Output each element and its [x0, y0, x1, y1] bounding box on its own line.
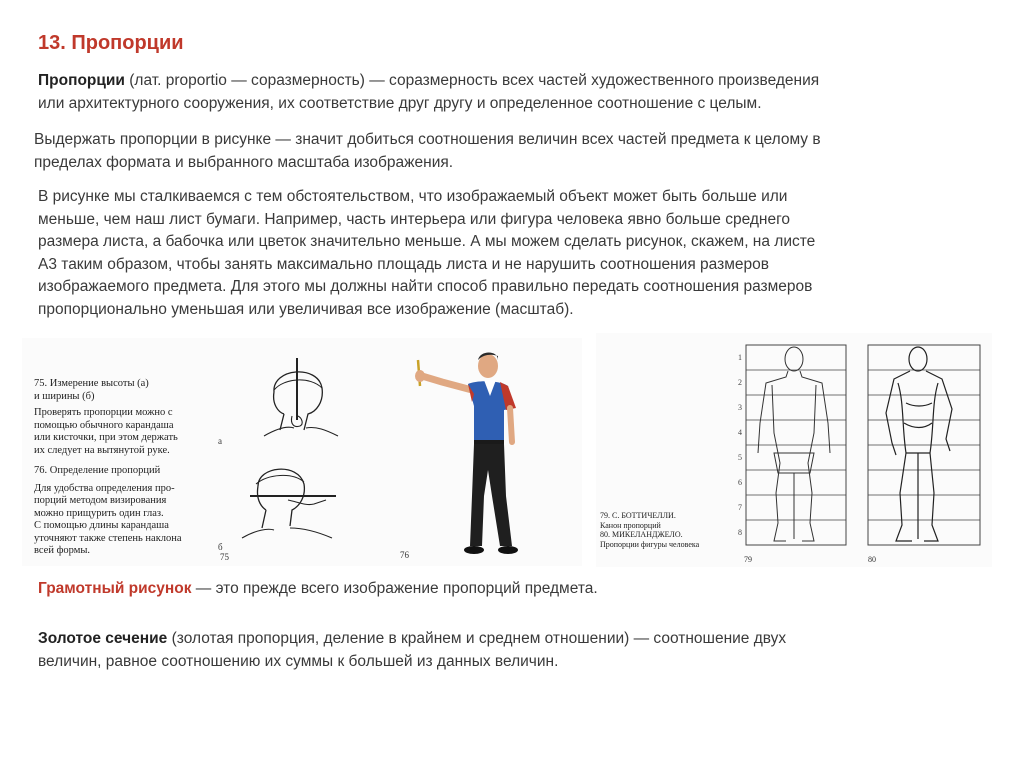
man-with-pencil-illustration	[402, 346, 552, 562]
golden-ratio-text-2: величин, равное соотношению их суммы к большей из данных величин.	[38, 652, 559, 670]
scale-line-4: А3 таким образом, чтобы занять максимально площадь листа и не нарушить соотношения размеров	[38, 255, 769, 273]
literate-drawing-text: — это прежде всего изображение пропорций предмета.	[191, 580, 598, 597]
head-sketch-b	[228, 456, 358, 540]
scale-line-1: В рисунке мы сталкиваемся с тем обстоятельством, что изображаемый объект может быть больше или	[38, 188, 788, 205]
slide-title: 13. Пропорции	[38, 32, 184, 54]
label-a: а	[218, 436, 222, 446]
canon-caption: 79. С. БОТТИЧЕЛЛИ. Канон пропорций 80. МИКЕЛАНДЖЕЛО. Пропорции фигуры человека	[600, 511, 700, 549]
measuring-figure	[22, 338, 582, 566]
head-sketch-a	[244, 354, 354, 438]
proportion-line-1: Выдержать пропорции в рисунке — значит добиться соотношения величин всех частей предмета к целому в	[34, 131, 821, 148]
label-b: б	[218, 542, 223, 552]
proportion-paragraph	[34, 129, 1014, 174]
figure-number-75: 75	[220, 552, 229, 562]
canon-scale-numbers: 1 2 3 4 5 6 7 8	[738, 353, 742, 537]
michelangelo-canon-grid	[862, 343, 986, 551]
caption-75: 75. Измерение высоты (а) и ширины (б) Проверять пропорции можно с помощью обычного карандаша или кисточки, при этом держать их следует на вытянутой руке. 76. Определение пропорций Для удобства определения про- порций методом визирования можно прищурить один глаз. С помощью длины карандаша уточняют также степень наклона всей формы.	[34, 378, 182, 556]
scale-line-5: изображаемого предмета. Для этого мы должны найти способ правильно передать соотношения размеров	[38, 278, 813, 295]
definition-paragraph	[38, 70, 998, 115]
golden-ratio-text-1: (золотая пропорция, деление в крайнем и среднем отношении) — соотношение двух	[167, 630, 787, 647]
scale-paragraph	[38, 186, 998, 321]
figure-number-76: 76	[400, 550, 409, 560]
proportion-line-2: пределах формата и выбранного масштаба изображения.	[34, 153, 454, 171]
literate-drawing-paragraph	[38, 578, 998, 601]
term-literate-drawing: Грамотный рисунок	[38, 580, 192, 597]
figure-number-79: 79	[744, 555, 752, 564]
term-proportions: Пропорции	[38, 72, 125, 89]
scale-line-2: меньше, чем наш лист бумаги. Например, часть интерьера или фигура человека явно больше среднего	[38, 210, 791, 228]
golden-ratio-paragraph	[38, 628, 998, 673]
definition-text-1: (лат. proportio — соразмерность) — соразмерность всех частей художественного произведения	[124, 72, 820, 89]
scale-line-6: пропорционально уменьшая или увеличивая все изображение (масштаб).	[38, 300, 574, 318]
term-golden-ratio: Золотое сечение	[38, 630, 168, 647]
proportion-canons-figure	[596, 333, 992, 567]
botticelli-canon-grid	[736, 343, 856, 551]
figure-number-80: 80	[868, 555, 876, 564]
definition-text-2: или архитектурного сооружения, их соответствие друг другу и определенное соотношение с целым.	[38, 94, 762, 112]
scale-line-3: размера листа, а бабочка или цветок значительно меньше. А мы можем сделать рисунок, скажем, на листе	[38, 233, 816, 250]
